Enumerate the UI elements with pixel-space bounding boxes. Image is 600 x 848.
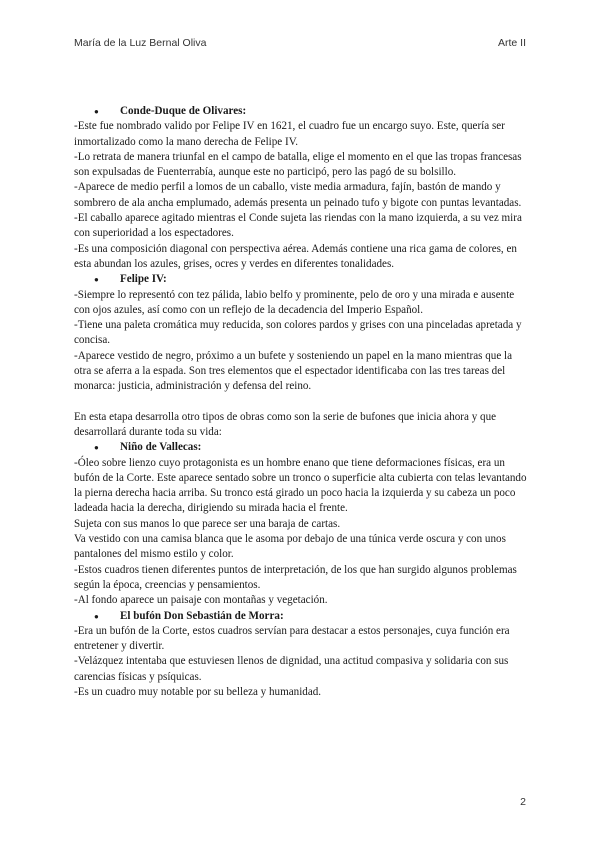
paragraph: -Era un bufón de la Corte, estos cuadros servían para destacar a estos personajes, cuya función era entretener y divertir. [74, 624, 510, 653]
document-body [74, 104, 532, 700]
paragraph: -Aparece vestido de negro, próximo a un bufete y sosteniendo un papel en la mano mientras que la otra se aferra a la espada. Son tres elementos que el espectador identificaba con las tres tareas del monarca: justicia, administración y defensa del reino. [74, 349, 513, 393]
paragraph: -El caballo aparece agitado mientras el Conde sujeta las riendas con la mano izquierda, a su vez mira con superioridad a los espectadores. [74, 212, 522, 240]
paragraph: -Al fondo aparece un paisaje con montañas y vegetación. [74, 594, 328, 607]
intro-paragraph: En esta etapa desarrolla otro tipos de obras como son la serie de bufones que inicia ahora y que desarrollará durante toda su vida: [74, 410, 497, 438]
paragraph: -Este fue nombrado valido por Felipe IV en 1621, el cuadro fue un encargo suyo. Este, quería ser inmortalizado como la mano derecha de Felipe IV. [74, 120, 505, 148]
paragraph: -Siempre lo representó con tez pálida, labio belfo y prominente, pelo de oro y una mirada e ausente con ojos azules, así como con un reflejo de la decadencia del Imperio Español. [74, 288, 515, 316]
page-number: 2 [520, 796, 526, 808]
section-title-bufon: ● El bufón Don Sebastián de Morra: [74, 609, 532, 624]
paragraph: -Estos cuadros tienen diferentes puntos de interpretación, de los que han surgido algunos problemas según la época, creencias y pensamientos. [74, 563, 517, 591]
section-title-conde: ● Conde-Duque de Olivares: [74, 104, 532, 119]
paragraph: -Es una composición diagonal con perspectiva aérea. Además contiene una rica gama de colores, en esta abundan los azules, grises, ocres y verdes en diferentes tonalidades. [74, 242, 517, 270]
paragraph: Sujeta con sus manos lo que parece ser una baraja de cartas. [74, 517, 341, 530]
paragraph: Va vestido con una camisa blanca que le asoma por debajo de una túnica verde oscura y con unos pantalones del mismo estilo y color. [74, 533, 506, 561]
subject-name: Arte II [497, 37, 526, 49]
paragraph: -Es un cuadro muy notable por su belleza y humanidad. [74, 685, 322, 698]
section-title-felipe: ● Felipe IV: [74, 272, 532, 287]
paragraph: -Óleo sobre lienzo cuyo protagonista es un hombre enano que tiene deformaciones físicas, era un bufón de la Corte. Este aparece sentado sobre un tronco o superficie alta cubierta con telas levantando la pierna derecha hacia arriba. Su tronco está girado un poco hacia la izquierda y su cabeza un poco ladeada hacia la derecha, dirigiendo su mirada hacia el frente. [74, 456, 527, 515]
paragraph: -Velázquez intentaba que estuviesen llenos de dignidad, una actitud compasiva y solidaria con sus carencias físicas y psíquicas. [74, 655, 509, 683]
paragraph: -Lo retrata de manera triunfal en el campo de batalla, elige el momento en el que las tropas francesas son expulsadas de Fuenterrabía, aunque este no participó, pero las pagó de su bolsillo. [74, 150, 522, 179]
paragraph: -Tiene una paleta cromática muy reducida, son colores pardos y grises con una pinceladas apretada y concisa. [74, 319, 522, 347]
page-header [74, 37, 526, 49]
section-title-nino: ● Niño de Vallecas: [74, 440, 532, 455]
author-name: María de la Luz Bernal Oliva [74, 37, 207, 49]
paragraph: -Aparece de medio perfil a lomos de un caballo, viste media armadura, fajín, bastón de mando y sombrero de ala ancha emplumado, además presenta un peinado tufo y bigote con puntas levantadas. [74, 181, 522, 209]
paragraph-gap [74, 395, 532, 410]
